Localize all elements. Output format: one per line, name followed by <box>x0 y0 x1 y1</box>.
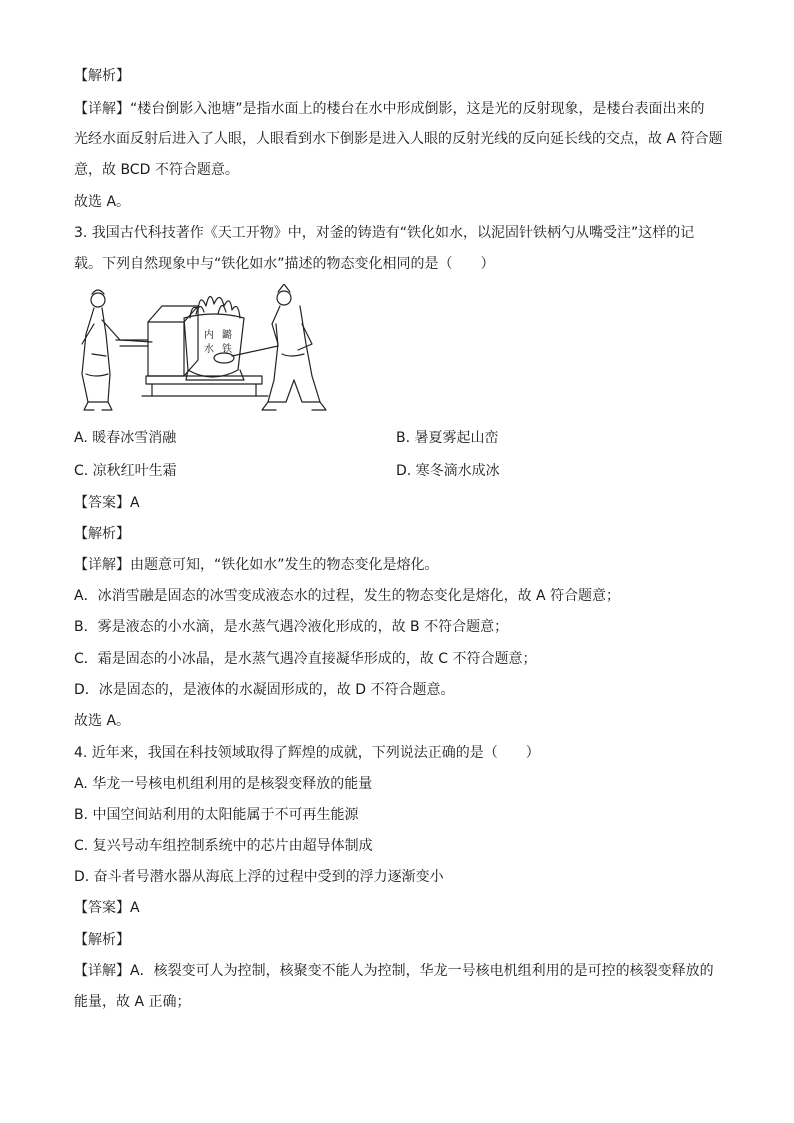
q4-analysis-label: 【解析】 <box>74 932 130 948</box>
q3-detail-c: C．霜是固态的小冰晶，是水蒸气遇冷直接凝华形成的，故 C 不符合题意； <box>74 651 537 667</box>
q3-analysis-label: 【解析】 <box>74 526 130 542</box>
q4-answer: 【答案】A <box>74 900 140 916</box>
q2-detail-line-2: 光经水面反射后进入了人眼，人眼看到水下倒影是进入人眼的反射光线的反向延长线的交点，故 A 符合题 <box>74 131 723 147</box>
q4-option-d: D. 奋斗者号潜水器从海底上浮的过程中受到的浮力逐渐变小 <box>74 869 444 885</box>
q2-conclusion: 故选 A。 <box>74 194 131 210</box>
q2-analysis-label: 【解析】 <box>74 68 130 84</box>
q3-option-d: D. 寒冬滴水成冰 <box>396 463 500 479</box>
q3-answer: 【答案】A <box>74 495 140 511</box>
figure-char-1: 鏴 <box>222 330 232 341</box>
q3-detail-d: D．冰是固态的，是液体的水凝固形成的，故 D 不符合题意。 <box>74 682 455 698</box>
q4-option-a: A. 华龙一号核电机组利用的是核裂变释放的能量 <box>74 776 373 792</box>
q4-stem: 4. 近年来，我国在科技领域取得了辉煌的成就，下列说法正确的是（ ） <box>74 745 540 761</box>
casting-illustration <box>72 284 334 416</box>
q3-detail-intro: 【详解】由题意可知，“铁化如水”发生的物态变化是熔化。 <box>74 557 439 573</box>
figure-char-4: 水 <box>204 344 214 355</box>
q2-detail-line-1: 【详解】“楼台倒影入池塘”是指水面上的楼台在水中形成倒影，这是光的反射现象，是楼台表面出来的 <box>74 101 705 117</box>
q3-option-b: B. 暑夏雾起山峦 <box>396 430 499 446</box>
figure-char-3: 内 <box>204 330 214 341</box>
q2-detail-line-3: 意，故 BCD 不符合题意。 <box>74 162 239 178</box>
q3-option-c: C. 凉秋红叶生霜 <box>74 463 177 479</box>
q3-conclusion: 故选 A。 <box>74 713 131 729</box>
q4-option-c: C. 复兴号动车组控制系统中的芯片由超导体制成 <box>74 838 373 854</box>
q3-stem-line-1: 3. 我国古代科技著作《天工开物》中，对釜的铸造有“铁化如水，以泥固针铁柄勺从嘴受注”这样的记 <box>74 225 695 241</box>
q4-option-b: B. 中国空间站利用的太阳能属于不可再生能源 <box>74 807 359 823</box>
figure-char-2: 铁 <box>222 344 232 355</box>
q4-detail-line-2: 能量，故 A 正确； <box>74 994 191 1010</box>
q3-stem-line-2: 载。下列自然现象中与“铁化如水”描述的物态变化相同的是（ ） <box>74 256 495 272</box>
q4-detail-line-1: 【详解】A．核裂变可人为控制，核聚变不能人为控制，华龙一号核电机组利用的是可控的核裂变释放的 <box>74 963 714 979</box>
q3-option-a: A. 暖春冰雪消融 <box>74 430 177 446</box>
q3-detail-a: A．冰消雪融是固态的冰雪变成液态水的过程，发生的物态变化是熔化，故 A 符合题意； <box>74 588 621 604</box>
q3-detail-b: B．雾是液态的小水滴，是水蒸气遇冷液化形成的，故 B 不符合题意； <box>74 619 509 635</box>
